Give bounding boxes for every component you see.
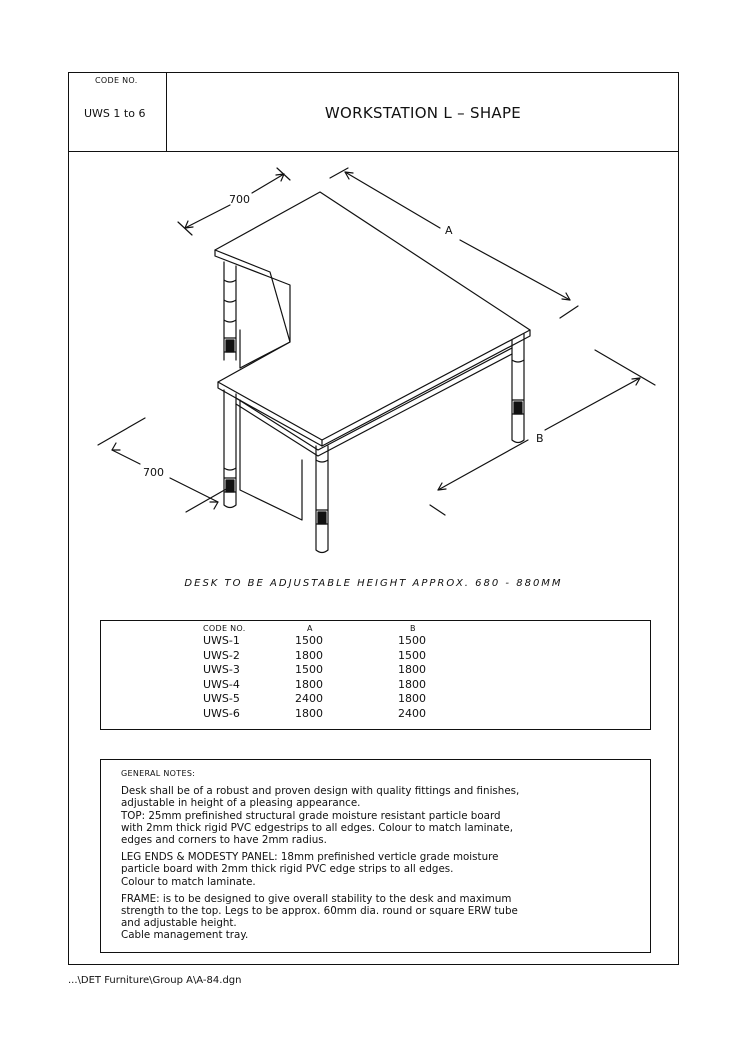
row-a: 1800: [295, 706, 323, 720]
main-top-edge: [218, 330, 530, 446]
code-label: CODE NO.: [95, 76, 138, 85]
header-a: A: [307, 623, 313, 633]
row-a: 2400: [295, 692, 323, 706]
note-paragraph-frame: FRAME: is to be designed to give overall stability to the desk and maximum strength to the top. Legs to be approx. 60mm dia. round or square ERW tube and adjustable height. Cable management tray.: [121, 892, 518, 942]
row-code: UWS-2: [203, 648, 240, 662]
note-paragraph-desk-top: Desk shall be of a robust and proven design with quality fittings and finishes, adjustable in height of a pleasing appearance. TOP: 25mm prefinished structural grade moisture resistant particle board with 2mm thick rigid PVC edgestrips to all edges. Colour to match laminate, edges and corners to have 2mm radius.: [121, 785, 520, 847]
row-code: UWS-4: [203, 677, 240, 691]
workstation-isometric-drawing: [68, 152, 679, 597]
dim-label-700-side: 700: [143, 466, 164, 479]
row-code: UWS-6: [203, 706, 240, 720]
row-code: UWS-1: [203, 634, 240, 648]
table-row: [203, 634, 470, 649]
file-path: ...\DET Furniture\Group A\A-84.dgn: [68, 975, 242, 986]
size-table: [203, 622, 470, 721]
table-row: [203, 663, 470, 678]
code-value: UWS 1 to 6: [84, 107, 146, 120]
table-row: [203, 678, 470, 693]
return-end-panel: [240, 278, 290, 368]
row-b: 1800: [398, 692, 426, 706]
row-a: 1500: [295, 634, 323, 648]
note-paragraph-leg-ends: LEG ENDS & MODESTY PANEL: 18mm prefinished verticle grade moisture particle board with 2mm thick rigid PVC edge strips to all edges. Colour to match laminate.: [121, 851, 499, 888]
row-code: UWS-3: [203, 663, 240, 677]
table-row: [203, 692, 470, 707]
table-row: [203, 707, 470, 722]
row-b: 1500: [398, 648, 426, 662]
row-b: 2400: [398, 706, 426, 720]
general-notes: [121, 768, 641, 947]
dimension-a: [330, 168, 578, 318]
height-caption: DESK TO BE ADJUSTABLE HEIGHT APPROX. 680 - 880MM: [184, 578, 563, 589]
row-b: 1500: [398, 634, 426, 648]
row-code: UWS-5: [203, 692, 240, 706]
row-a: 1500: [295, 663, 323, 677]
dim-label-a: A: [445, 224, 453, 237]
header-code: CODE NO.: [203, 623, 246, 633]
table-header-row: [203, 622, 470, 634]
apron: [236, 348, 512, 456]
notes-heading: GENERAL NOTES:: [121, 769, 196, 778]
row-a: 1800: [295, 648, 323, 662]
dimension-700-side: [98, 418, 228, 512]
row-b: 1800: [398, 677, 426, 691]
return-top-surface: [215, 192, 530, 440]
legs: [224, 262, 524, 553]
dim-label-700-top: 700: [229, 193, 250, 206]
dim-label-b: B: [536, 432, 544, 445]
row-a: 1800: [295, 677, 323, 691]
page-title: WORKSTATION L – SHAPE: [324, 104, 522, 122]
row-b: 1800: [398, 663, 426, 677]
header-b: B: [410, 623, 416, 633]
table-row: [203, 649, 470, 664]
